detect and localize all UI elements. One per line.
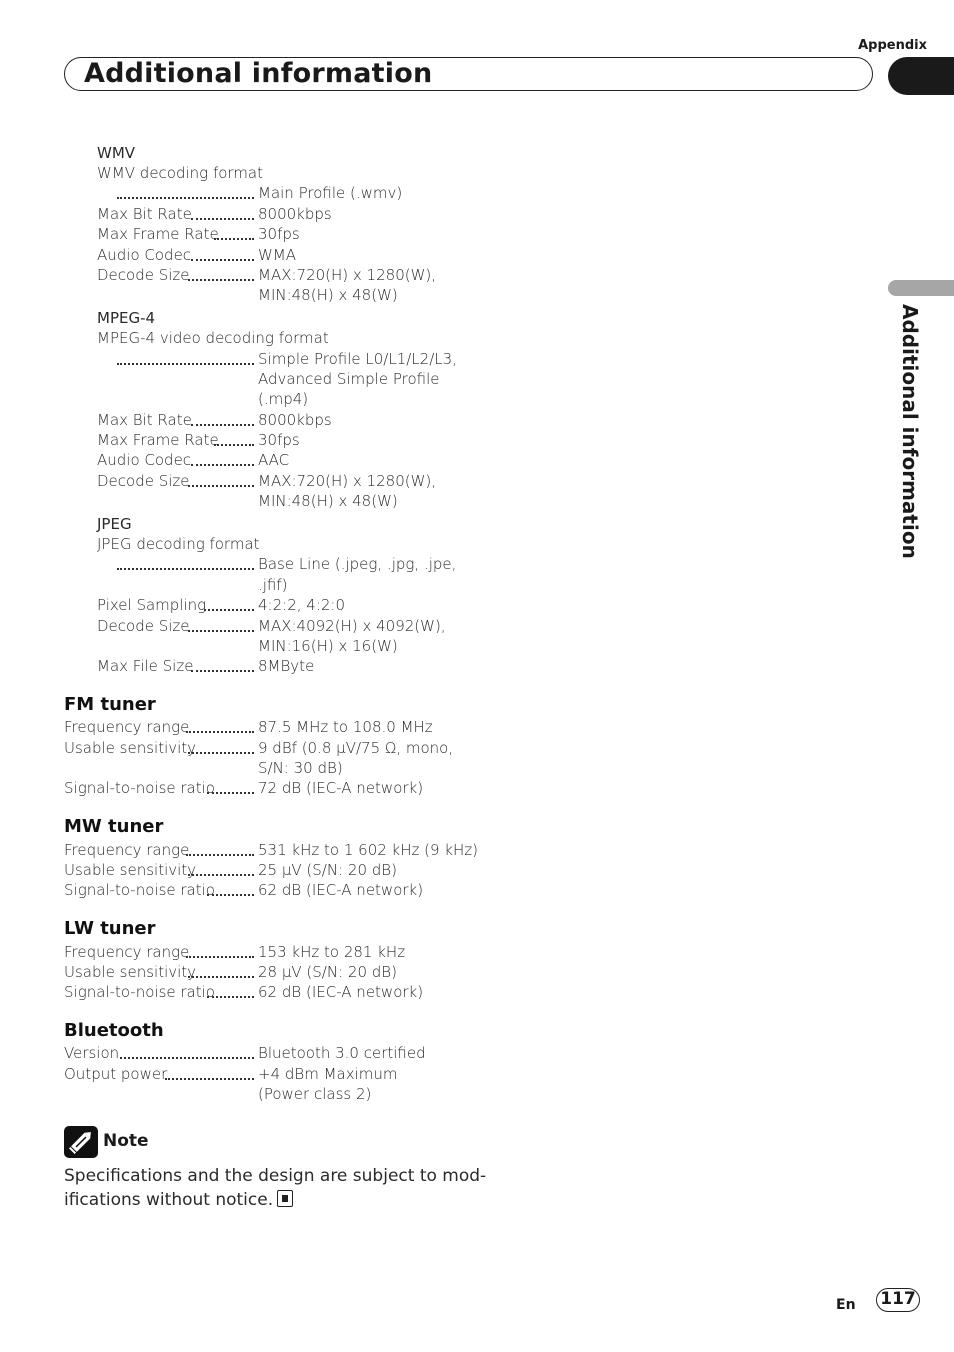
wmv-bitrate-label: Max Bit Rate <box>97 205 192 223</box>
wmv-codec-label: Audio Codec <box>97 246 192 264</box>
mw-snr-label: Signal-to-noise ratio <box>64 881 215 899</box>
bluetooth-heading: Bluetooth <box>64 1020 164 1041</box>
dot-leader <box>191 218 254 220</box>
wmv-heading: WMV <box>97 144 136 162</box>
fm-tuner-heading: FM tuner <box>64 694 156 715</box>
mw-sens-label: Usable sensitivity <box>64 861 197 879</box>
wmv-size-label: Decode Size <box>97 266 190 284</box>
dot-leader <box>191 424 254 426</box>
mpeg4-size-value-2: MIN:48(H) x 48(W) <box>258 492 398 510</box>
mpeg4-format-label: MPEG-4 video decoding format <box>97 329 329 347</box>
chapter-tab <box>888 280 954 296</box>
lw-tuner-heading: LW tuner <box>64 918 156 939</box>
dot-leader <box>120 1057 254 1059</box>
lw-freq-value: 153 kHz to 281 kHz <box>258 943 406 961</box>
dot-leader <box>204 609 254 611</box>
dot-leader <box>188 874 254 876</box>
mpeg4-codec-label: Audio Codec <box>97 451 192 469</box>
note-line-2: ifications without notice. <box>64 1190 274 1210</box>
dot-leader <box>214 444 254 446</box>
dot-leader <box>191 259 254 261</box>
wmv-codec-value: WMA <box>258 246 297 264</box>
note-line-1: Specifications and the design are subject to mod- <box>64 1166 487 1186</box>
fm-freq-label: Frequency range <box>64 718 190 736</box>
dot-leader <box>188 752 254 754</box>
dot-leader <box>117 363 254 365</box>
mpeg4-format-value-1: Simple Profile L0/L1/L2/L3, <box>258 350 457 368</box>
bt-power-label: Output power <box>64 1065 168 1083</box>
mw-snr-value: 62 dB (IEC-A network) <box>258 881 424 899</box>
mpeg4-format-value-2: Advanced Simple Profile <box>258 370 440 388</box>
fm-snr-label: Signal-to-noise ratio <box>64 779 215 797</box>
fm-freq-value: 87.5 MHz to 108.0 MHz <box>258 718 433 736</box>
pencil-note-icon <box>64 1126 98 1158</box>
wmv-size-value-1: MAX:720(H) x 1280(W), <box>258 266 437 284</box>
wmv-framerate-value: 30fps <box>258 225 300 243</box>
wmv-bitrate-value: 8000kbps <box>258 205 332 223</box>
jpeg-sampling-value: 4:2:2, 4:2:0 <box>258 596 346 614</box>
fm-sens-value-1: 9 dBf (0.8 µV/75 Ω, mono, <box>258 739 454 757</box>
jpeg-size-value-1: MAX:4092(H) x 4092(W), <box>258 617 446 635</box>
bt-version-label: Version <box>64 1044 120 1062</box>
dot-leader <box>165 1078 254 1080</box>
mpeg4-size-value-1: MAX:720(H) x 1280(W), <box>258 472 437 490</box>
side-tab-label: Additional information <box>898 304 922 559</box>
dot-leader <box>186 956 254 958</box>
bt-version-value: Bluetooth 3.0 certified <box>258 1044 426 1062</box>
mpeg4-heading: MPEG-4 <box>97 309 156 327</box>
dot-leader <box>186 854 254 856</box>
wmv-framerate-label: Max Frame Rate <box>97 225 219 243</box>
bt-power-value-1: +4 dBm Maximum <box>258 1065 398 1083</box>
dot-leader <box>207 894 254 896</box>
lw-sens-label: Usable sensitivity <box>64 963 197 981</box>
jpeg-size-value-2: MIN:16(H) x 16(W) <box>258 637 398 655</box>
mw-tuner-heading: MW tuner <box>64 816 164 837</box>
jpeg-filesize-label: Max File Size <box>97 657 194 675</box>
dot-leader <box>207 996 254 998</box>
language-code: En <box>836 1297 856 1313</box>
jpeg-format-label: JPEG decoding format <box>97 535 260 553</box>
section-label: Appendix <box>858 38 927 53</box>
dot-leader <box>191 464 254 466</box>
dot-leader <box>186 731 254 733</box>
jpeg-sampling-label: Pixel Sampling <box>97 596 207 614</box>
mw-freq-label: Frequency range <box>64 841 190 859</box>
mw-sens-value: 25 µV (S/N: 20 dB) <box>258 861 397 879</box>
jpeg-format-value-1: Base Line (.jpeg, .jpg, .jpe, <box>258 555 457 573</box>
note-body <box>64 1164 486 1212</box>
page-number: 117 <box>876 1288 920 1312</box>
dot-leader <box>214 238 254 240</box>
jpeg-filesize-value: 8MByte <box>258 657 315 675</box>
section-end-icon <box>277 1190 293 1207</box>
fm-sens-label: Usable sensitivity <box>64 739 197 757</box>
fm-snr-value: 72 dB (IEC-A network) <box>258 779 424 797</box>
bt-power-value-2: (Power class 2) <box>258 1085 372 1103</box>
mpeg4-size-label: Decode Size <box>97 472 190 490</box>
mpeg4-bitrate-value: 8000kbps <box>258 411 332 429</box>
wmv-size-value-2: MIN:48(H) x 48(W) <box>258 286 398 304</box>
mpeg4-bitrate-label: Max Bit Rate <box>97 411 192 429</box>
dot-leader <box>117 197 254 199</box>
mpeg4-framerate-label: Max Frame Rate <box>97 431 219 449</box>
dot-leader <box>207 792 254 794</box>
lw-sens-value: 28 µV (S/N: 20 dB) <box>258 963 397 981</box>
fm-sens-value-2: S/N: 30 dB) <box>258 759 343 777</box>
note-line-2-row <box>64 1188 486 1212</box>
jpeg-size-label: Decode Size <box>97 617 190 635</box>
dot-leader <box>117 568 254 570</box>
wmv-format-label: WMV decoding format <box>97 164 263 182</box>
mpeg4-framerate-value: 30fps <box>258 431 300 449</box>
dot-leader <box>188 485 254 487</box>
jpeg-heading: JPEG <box>97 515 132 533</box>
mw-freq-value: 531 kHz to 1 602 kHz (9 kHz) <box>258 841 479 859</box>
dot-leader <box>188 976 254 978</box>
dot-leader <box>191 670 254 672</box>
appendix-tab <box>888 57 954 95</box>
jpeg-format-value-2: .jfif) <box>258 576 288 594</box>
wmv-format-value: Main Profile (.wmv) <box>258 184 403 202</box>
dot-leader <box>188 279 254 281</box>
page-title: Additional information <box>84 58 433 89</box>
dot-leader <box>188 630 254 632</box>
note-label: Note <box>103 1131 149 1151</box>
lw-freq-label: Frequency range <box>64 943 190 961</box>
mpeg4-format-value-3: (.mp4) <box>258 390 309 408</box>
lw-snr-label: Signal-to-noise ratio <box>64 983 215 1001</box>
lw-snr-value: 62 dB (IEC-A network) <box>258 983 424 1001</box>
mpeg4-codec-value: AAC <box>258 451 290 469</box>
